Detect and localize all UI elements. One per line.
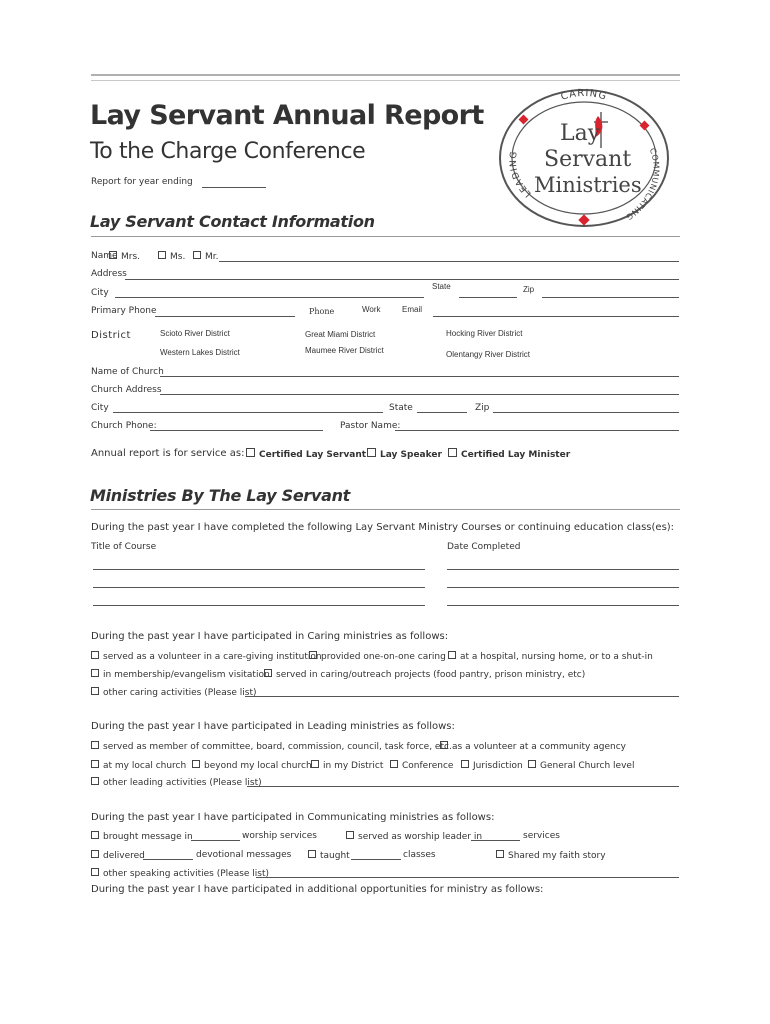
- church-zip-field[interactable]: [493, 412, 679, 413]
- additional-intro: During the past year I have participated in additional opportunities for ministry as follows:: [91, 884, 544, 895]
- comm-message-count-field[interactable]: [191, 840, 240, 841]
- pastor-field[interactable]: [395, 430, 679, 431]
- certified-lay-minister-checkbox[interactable]: [448, 448, 457, 457]
- comm-other-checkbox[interactable]: [91, 868, 99, 876]
- pastor-label: Pastor Name:: [340, 421, 401, 431]
- comm-option-faith-story[interactable]: Shared my faith story: [496, 850, 606, 861]
- leading-option-jurisdiction[interactable]: Jurisdiction: [461, 760, 523, 771]
- leading-other-field[interactable]: [247, 786, 679, 787]
- mrs-option[interactable]: Mrs.: [109, 251, 140, 262]
- church-phone-label: Church Phone:: [91, 421, 157, 431]
- mr-checkbox[interactable]: [193, 251, 201, 259]
- caring-option-institution[interactable]: served as a volunteer in a care-giving institution: [91, 651, 322, 662]
- comm-option-other[interactable]: other speaking activities (Please list): [91, 868, 269, 879]
- leading-option-local[interactable]: at my local church: [91, 760, 186, 771]
- leading-option-conference[interactable]: Conference: [390, 760, 453, 771]
- church-name-label: Name of Church: [91, 367, 164, 377]
- logo-line3: Ministries: [534, 173, 642, 197]
- mr-option[interactable]: Mr.: [193, 251, 219, 262]
- comm-worship-leader-count-field[interactable]: [471, 840, 520, 841]
- comm-taught-count-field[interactable]: [351, 859, 401, 860]
- comm-worship-leader-checkbox[interactable]: [346, 831, 354, 839]
- caring-option-hospital[interactable]: at a hospital, nursing home, or to a shut-in: [448, 651, 653, 662]
- page-title: Lay Servant Annual Report: [90, 100, 484, 131]
- caring-hospital-checkbox[interactable]: [448, 651, 456, 659]
- comm-worship-leader-suffix: services: [523, 831, 560, 841]
- contact-section-title: Lay Servant Contact Information: [90, 212, 375, 231]
- city-field[interactable]: [115, 297, 424, 298]
- mrs-checkbox[interactable]: [109, 251, 117, 259]
- course-field-1[interactable]: [93, 569, 425, 570]
- church-state-label: State: [389, 403, 413, 413]
- email-field[interactable]: [433, 316, 679, 317]
- zip-field[interactable]: [542, 297, 679, 298]
- date-field-1[interactable]: [447, 569, 679, 570]
- ms-checkbox[interactable]: [158, 251, 166, 259]
- primary-phone-field[interactable]: [155, 316, 295, 317]
- leading-option-committee[interactable]: served as member of committee, board, commission, council, task force, etc.: [91, 741, 452, 752]
- leading-other-checkbox[interactable]: [91, 777, 99, 785]
- district-hocking[interactable]: Hocking River District: [446, 329, 523, 338]
- page-subtitle: To the Charge Conference: [90, 139, 366, 164]
- church-phone-field[interactable]: [150, 430, 323, 431]
- district-label: District: [91, 330, 131, 341]
- caring-option-outreach[interactable]: served in caring/outreach projects (food pantry, prison ministry, etc): [264, 669, 585, 680]
- state-field[interactable]: [459, 297, 517, 298]
- address-label: Address: [91, 269, 127, 279]
- service-certified-lay-servant[interactable]: Certified Lay Servant: [246, 448, 366, 460]
- comm-faith-story-checkbox[interactable]: [496, 850, 504, 858]
- caring-visitation-checkbox[interactable]: [91, 669, 99, 677]
- logo-line2: Servant: [544, 147, 632, 172]
- caring-one-on-one-checkbox[interactable]: [309, 651, 317, 659]
- zip-label: Zip: [523, 285, 535, 294]
- leading-option-agency[interactable]: as a volunteer at a community agency: [440, 741, 626, 752]
- lay-servant-logo: [498, 86, 670, 230]
- district-maumee[interactable]: Maumee River District: [305, 346, 384, 355]
- church-address-field[interactable]: [160, 394, 679, 395]
- leading-beyond-checkbox[interactable]: [192, 760, 200, 768]
- contact-section-rule: [91, 236, 680, 237]
- caring-institution-checkbox[interactable]: [91, 651, 99, 659]
- top-rule-thin: [91, 80, 680, 81]
- leading-district-checkbox[interactable]: [311, 760, 319, 768]
- comm-message-suffix: worship services: [242, 831, 317, 841]
- logo-ring-right: COMMUNICATING: [623, 146, 661, 222]
- leading-option-district[interactable]: in my District: [311, 760, 383, 771]
- leading-option-beyond[interactable]: beyond my local church: [192, 760, 312, 771]
- comm-delivered-checkbox[interactable]: [91, 850, 99, 858]
- name-label: Name: [91, 251, 118, 261]
- leading-agency-checkbox[interactable]: [440, 741, 448, 749]
- date-col-header: Date Completed: [447, 542, 521, 552]
- logo-ring-left: LEADING: [508, 150, 534, 199]
- caring-other-field[interactable]: [245, 696, 679, 697]
- service-certified-lay-minister[interactable]: Certified Lay Minister: [448, 448, 570, 460]
- comm-taught-checkbox[interactable]: [308, 850, 316, 858]
- comm-option-taught[interactable]: taught: [308, 850, 350, 861]
- top-rule: [91, 74, 680, 76]
- ministries-section-title: Ministries By The Lay Servant: [90, 486, 351, 505]
- course-col-header: Title of Course: [91, 542, 157, 552]
- courses-intro: During the past year I have completed the following Lay Servant Ministry Courses or continuing education class(es):: [91, 522, 675, 533]
- comm-option-worship-leader[interactable]: served as worship leader in: [346, 831, 482, 842]
- church-name-field[interactable]: [160, 376, 679, 377]
- service-label: Annual report is for service as:: [91, 448, 245, 459]
- city-label: City: [91, 288, 109, 298]
- caring-option-other[interactable]: other caring activities (Please list): [91, 687, 257, 698]
- comm-delivered-suffix: devotional messages: [196, 850, 292, 860]
- ms-option[interactable]: Ms.: [158, 251, 185, 262]
- church-address-label: Church Address: [91, 385, 162, 395]
- leading-option-general[interactable]: General Church level: [528, 760, 634, 771]
- comm-other-field[interactable]: [256, 877, 679, 878]
- comm-intro: During the past year I have participated in Communicating ministries as follows:: [91, 812, 495, 823]
- lay-speaker-checkbox[interactable]: [367, 448, 376, 457]
- comm-message-checkbox[interactable]: [91, 831, 99, 839]
- svg-text:LEADING: [509, 150, 534, 199]
- comm-option-delivered[interactable]: delivered: [91, 850, 145, 861]
- caring-other-checkbox[interactable]: [91, 687, 99, 695]
- church-state-field[interactable]: [417, 412, 467, 413]
- course-field-3[interactable]: [93, 605, 425, 606]
- leading-conference-checkbox[interactable]: [390, 760, 398, 768]
- name-field[interactable]: [219, 261, 679, 262]
- date-field-3[interactable]: [447, 605, 679, 606]
- address-field[interactable]: [125, 279, 679, 280]
- svg-text:CARING: [560, 88, 609, 103]
- caring-option-one-on-one[interactable]: provided one-on-one caring: [309, 651, 446, 662]
- year-field[interactable]: [202, 187, 266, 188]
- leading-general-checkbox[interactable]: [528, 760, 536, 768]
- caring-outreach-checkbox[interactable]: [264, 669, 272, 677]
- phone-option[interactable]: Phone: [309, 307, 335, 316]
- logo-line1: Lay: [560, 121, 601, 146]
- leading-local-checkbox[interactable]: [91, 760, 99, 768]
- date-field-2[interactable]: [447, 587, 679, 588]
- church-zip-label: Zip: [475, 403, 490, 413]
- leading-intro: During the past year I have participated in Leading ministries as follows:: [91, 721, 455, 732]
- state-label: State: [432, 282, 451, 291]
- church-city-field[interactable]: [113, 412, 383, 413]
- ministries-section-rule: [91, 509, 680, 510]
- certified-lay-servant-checkbox[interactable]: [246, 448, 255, 457]
- year-label: Report for year ending: [91, 177, 193, 187]
- leading-option-other[interactable]: other leading activities (Please list): [91, 777, 262, 788]
- comm-delivered-count-field[interactable]: [143, 859, 193, 860]
- logo-ring-top: CARING: [559, 87, 609, 103]
- email-option[interactable]: Email: [402, 305, 423, 314]
- caring-option-visitation[interactable]: in membership/evangelism visitation: [91, 669, 270, 680]
- district-western-lakes[interactable]: Western Lakes District: [160, 348, 240, 357]
- district-scioto[interactable]: Scioto River District: [160, 329, 230, 338]
- leading-committee-checkbox[interactable]: [91, 741, 99, 749]
- primary-phone-label: Primary Phone: [91, 306, 157, 316]
- district-great-miami[interactable]: Great Miami District: [305, 330, 376, 339]
- course-field-2[interactable]: [93, 587, 425, 588]
- leading-jurisdiction-checkbox[interactable]: [461, 760, 469, 768]
- district-olentangy[interactable]: Olentangy River District: [446, 350, 531, 359]
- service-lay-speaker[interactable]: Lay Speaker: [367, 448, 442, 460]
- comm-taught-suffix: classes: [403, 850, 436, 860]
- caring-intro: During the past year I have participated in Caring ministries as follows:: [91, 631, 449, 642]
- church-city-label: City: [91, 403, 109, 413]
- work-option[interactable]: Work: [362, 305, 381, 314]
- comm-option-message[interactable]: brought message in: [91, 831, 193, 842]
